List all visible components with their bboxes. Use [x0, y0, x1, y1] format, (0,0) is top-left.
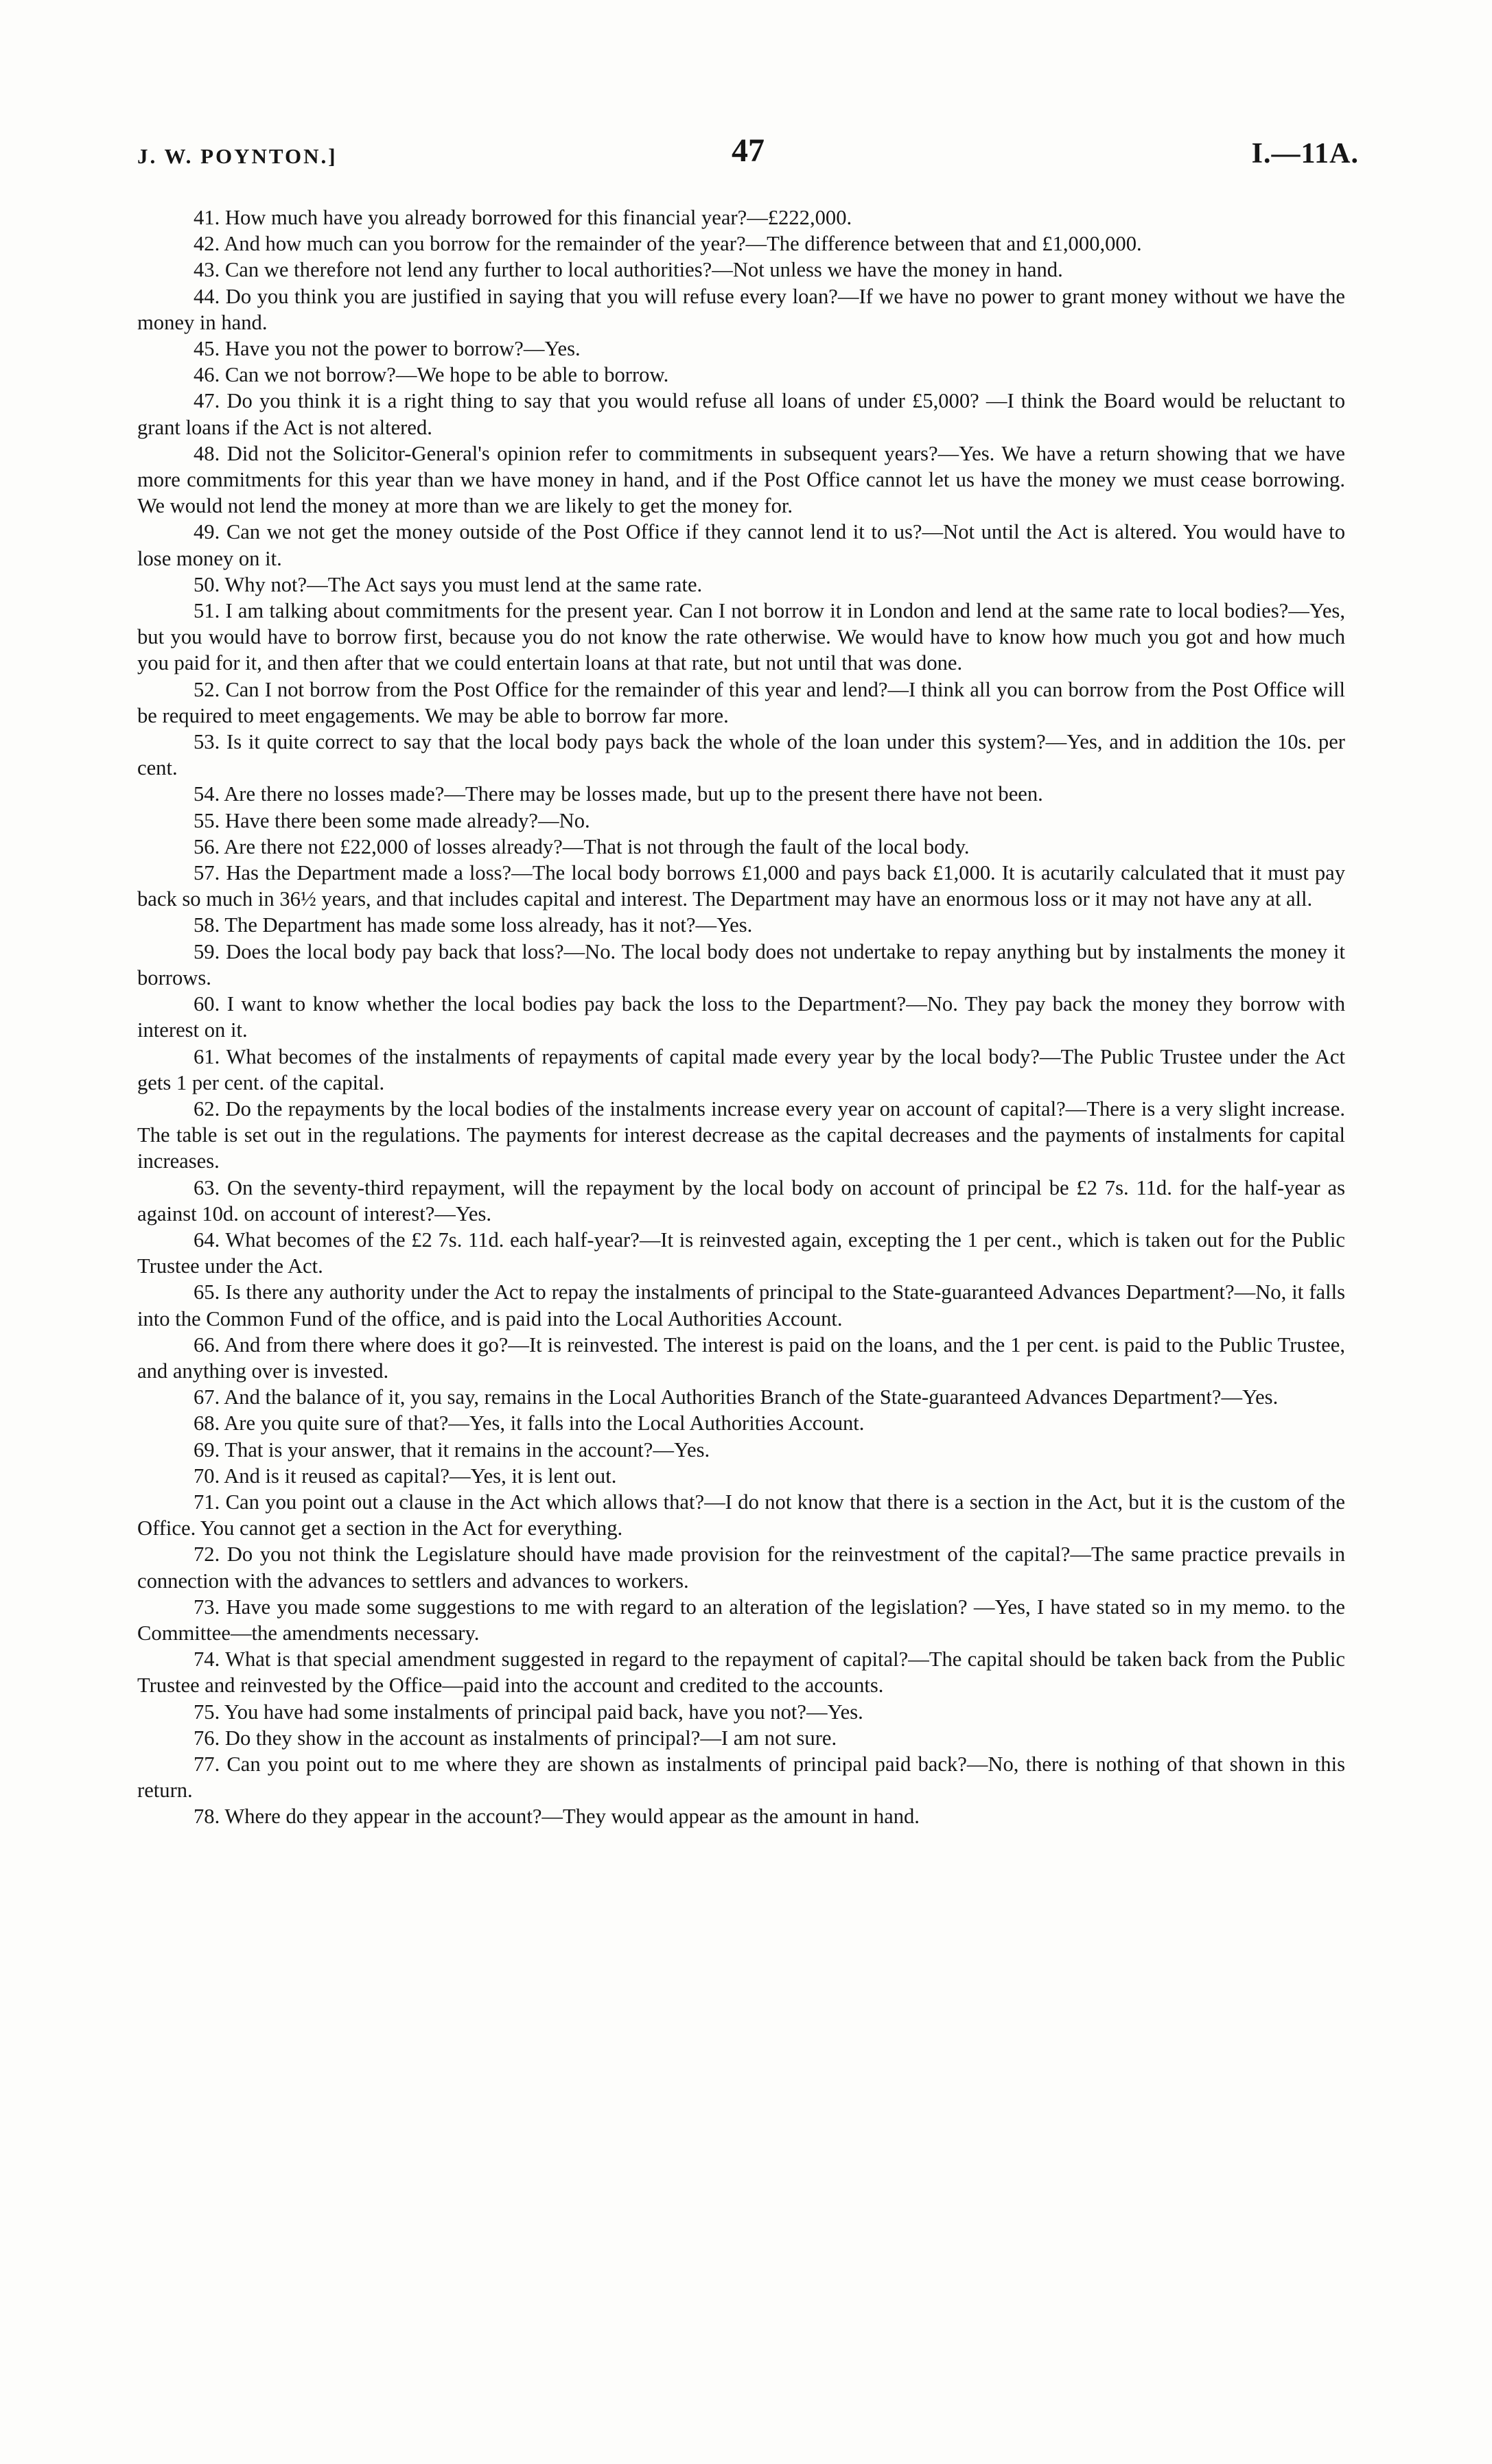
- question-41: 41. How much have you already borrowed for this financial year?—£222,000.: [194, 206, 852, 229]
- question-61: 61. What becomes of the instalments of repayments of capital made every year by the local body?—The Public Trustee under the Act gets 1 per cent. of the capital.: [137, 1044, 1345, 1094]
- testimony-body: [137, 204, 1345, 1830]
- page-number: 47: [732, 132, 765, 169]
- question-62: 62. Do the repayments by the local bodies of the instalments increase every year on account of capital?—There is a very slight increase. The table is set out in the regulations. The payments for interest decrease as the capital decreases and the payments of instalments for capital increases.: [137, 1096, 1345, 1173]
- question-68: 68. Are you quite sure of that?—Yes, it falls into the Local Authorities Account.: [194, 1411, 865, 1435]
- question-45: 45. Have you not the power to borrow?—Yes.: [194, 337, 581, 361]
- question-76: 76. Do they show in the account as instalments of principal?—I am not sure.: [194, 1726, 837, 1750]
- question-65: 65. Is there any authority under the Act to repay the instalments of principal to the State-guaranteed Advances Department?—No, it falls into the Common Fund of the office, and is paid into the Local Authorities Account.: [137, 1280, 1345, 1330]
- question-73: 73. Have you made some suggestions to me with regard to an alteration of the legislation? —Yes, I have stated so in my memo. to the Committee—the amendments necessary.: [137, 1595, 1345, 1645]
- question-43: 43. Can we therefore not lend any further to local authorities?—Not unless we have the money in hand.: [194, 258, 1063, 282]
- question-78: 78. Where do they appear in the account?—They would appear as the amount in hand.: [194, 1805, 920, 1829]
- question-75: 75. You have had some instalments of principal paid back, have you not?—Yes.: [194, 1700, 863, 1724]
- question-51: 51. I am talking about commitments for the present year. Can I not borrow it in London and lend at the same rate to local bodies?—Yes, but you would have to borrow first, because you do not know the rate otherwise. We would have to know how much you got and how much you paid for it, and then after that we could entertain loans at that rate, but not until that was done.: [137, 599, 1345, 675]
- question-56: 56. Are there not £22,000 of losses already?—That is not through the fault of the local body.: [194, 834, 970, 858]
- question-74: 74. What is that special amendment suggested in regard to the repayment of capital?—The capital should be taken back from the Public Trustee and reinvested by the Office—paid into the account and credited to the accounts.: [137, 1647, 1345, 1698]
- question-58: 58. The Department has made some loss already, has it not?—Yes.: [194, 913, 753, 937]
- page-header: [137, 132, 1359, 180]
- question-49: 49. Can we not get the money outside of the Post Office if they cannot lend it to us?—Not until the Act is altered. You would have to lose money on it.: [137, 520, 1345, 570]
- question-48: 48. Did not the Solicitor-General's opinion refer to commitments in subsequent years?—Yes. We have a return showing that we have more commitments for this year than we have money in hand, and if the Post Office cannot let us have the money we must cease borrowing. We would not lend the money at more than we are likely to get the money for.: [137, 441, 1345, 518]
- paper-reference: I.—11A.: [1251, 138, 1359, 169]
- question-52: 52. Can I not borrow from the Post Office for the remainder of this year and lend?—I think all you can borrow from the Post Office will be required to meet engagements. We may be able to borrow far more.: [137, 677, 1345, 727]
- question-60: 60. I want to know whether the local bodies pay back the loss to the Department?—No. They pay back the money they borrow with interest on it.: [137, 992, 1345, 1042]
- question-55: 55. Have there been some made already?—No.: [194, 808, 590, 832]
- question-63: 63. On the seventy-third repayment, will the repayment by the local body on account of principal be £2 7s. 11d. for the half-year as against 10d. on account of interest?—Yes.: [137, 1175, 1345, 1225]
- question-71: 71. Can you point out a clause in the Act which allows that?—I do not know that there is a section in the Act, but it is the custom of the Office. You cannot get a section in the Act for everything.: [137, 1490, 1345, 1540]
- question-57: 57. Has the Department made a loss?—The local body borrows £1,000 and pays back £1,000. It is acutarily calculated that it must pay back so much in 36½ years, and that includes capital and interest. The Department may have an enormous loss or it may not have any at all.: [137, 861, 1345, 911]
- question-72: 72. Do you not think the Legislature should have made provision for the reinvestment of the capital?—The same practice prevails in connection with the advances to settlers and advances to workers.: [137, 1542, 1345, 1593]
- question-77: 77. Can you point out to me where they are shown as instalments of principal paid back?—No, there is nothing of that shown in this return.: [137, 1752, 1345, 1803]
- question-67: 67. And the balance of it, you say, remains in the Local Authorities Branch of the State-guaranteed Advances Department?—Yes.: [194, 1385, 1279, 1409]
- question-69: 69. That is your answer, that it remains in the account?—Yes.: [194, 1438, 710, 1462]
- question-59: 59. Does the local body pay back that loss?—No. The local body does not undertake to repay anything but by instalments the money it borrows.: [137, 939, 1345, 989]
- question-66: 66. And from there where does it go?—It is reinvested. The interest is paid on the loans, and the 1 per cent. is paid to the Public Trustee, and anything over is invested.: [137, 1333, 1345, 1383]
- question-54: 54. Are there no losses made?—There may be losses made, but up to the present there have not been.: [194, 782, 1043, 806]
- question-70: 70. And is it reused as capital?—Yes, it is lent out.: [194, 1464, 617, 1488]
- question-64: 64. What becomes of the £2 7s. 11d. each half-year?—It is reinvested again, excepting the 1 per cent., which is taken out for the Public Trustee under the Act.: [137, 1228, 1345, 1278]
- question-53: 53. Is it quite correct to say that the local body pays back the whole of the loan under this system?—Yes, and in addition the 10s. per cent.: [137, 730, 1345, 780]
- question-50: 50. Why not?—The Act says you must lend at the same rate.: [194, 572, 703, 596]
- question-46: 46. Can we not borrow?—We hope to be able to borrow.: [194, 363, 669, 387]
- question-44: 44. Do you think you are justified in saying that you will refuse every loan?—If we have no power to grant money without we have the money in hand.: [137, 284, 1345, 334]
- witness-name: J. W. POYNTON.]: [137, 144, 338, 168]
- question-47: 47. Do you think it is a right thing to say that you would refuse all loans of under £5,000? —I think the Board would be reluctant to grant loans if the Act is not altered.: [137, 389, 1345, 439]
- question-42: 42. And how much can you borrow for the remainder of the year?—The difference between that and £1,000,000.: [194, 232, 1142, 256]
